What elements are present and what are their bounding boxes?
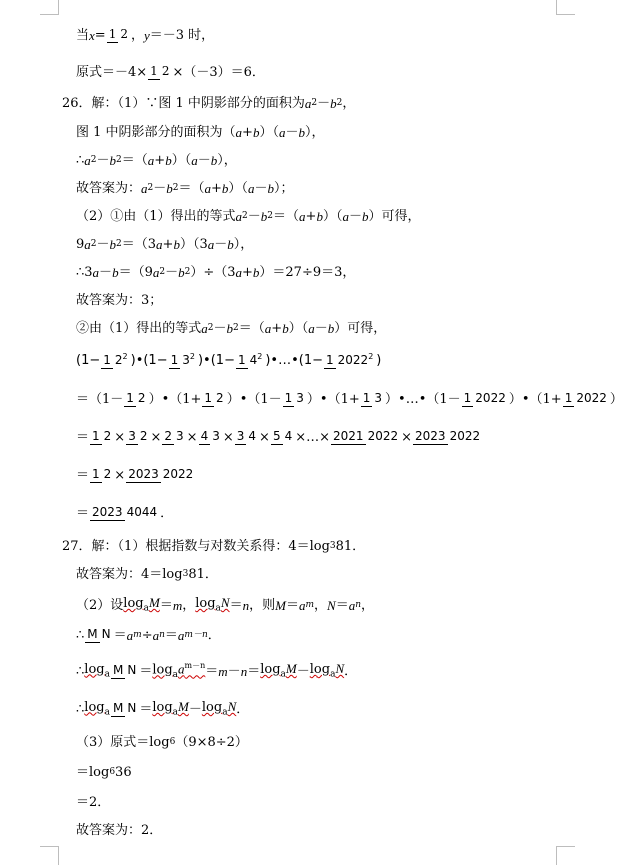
line-part3: （3）原式＝log 6 （9×8÷2） xyxy=(76,734,248,750)
text: ， xyxy=(130,27,144,43)
line-telescoping: ＝ 1 2 × 3 2 × 2 3 × 4 3 × 3 4 × 5 4 ×…× 2021 2022 × 2023 2022 xyxy=(76,429,481,445)
margin-corner-bottom-right xyxy=(556,846,575,865)
line-log-rule: ∴ $\log_a$ M N ＝ $\log_aM$ － $\log_aN$ ． xyxy=(76,699,250,718)
line-3a-b: ∴3 a － b ＝（9 a 2 － b 2 ）÷（3 a + b ）＝27÷9＝3， xyxy=(76,264,356,280)
line-answer-1: 故答案为： a 2 － b 2 ＝（ a + b ）（ a － b ）； xyxy=(76,180,294,196)
line-result: ＝ 2023 4044 ． xyxy=(76,505,174,521)
line-substitute-values xyxy=(76,20,214,50)
text: ＝－3 时， xyxy=(149,27,215,43)
line-log-quotient: ∴ $\log_a$ M N ＝ $\log_aa^{m-n}$ ＝ m － n ＝ $\log_aM$ － $\log_aN$ ． xyxy=(76,661,358,680)
line-factored-product: ＝（1－ 1 2 ）•（1+ 1 2 ）•（1－ 1 3 ）•（1+ 1 3 ）•…•（1－ 1 2022 ）•（1+ 1 2022 ） xyxy=(76,391,623,407)
fraction-one-half: 1 2 xyxy=(150,64,170,79)
line-answer-log: 故答案为：4＝log 3 81． xyxy=(76,566,218,582)
line-equals-two: ＝2． xyxy=(76,794,111,810)
text: 当 xyxy=(76,27,90,43)
var-x: x xyxy=(89,27,95,43)
text: = xyxy=(94,27,106,43)
line-simplified: ＝ 1 2 × 2023 2022 xyxy=(76,467,194,483)
text: ×（－3）＝6． xyxy=(172,64,265,80)
line-product-expression: (1− 1 $2^2$ )•(1− 1 $3^2$ )•(1− 1 $4^2$ )•…•(1− 1 2022$^2$ ) xyxy=(76,351,382,368)
line-quotient: ∴ M N ＝ a m ÷ a n ＝ a m－n ． xyxy=(76,627,221,643)
line-answer-2: 故答案为：2． xyxy=(76,822,163,838)
margin-corner-top-right xyxy=(556,0,575,15)
text: 26．解：（1）∵图 1 中阴影部分的面积为 xyxy=(62,95,305,111)
line-q26-heading: 26．解：（1）∵图 1 中阴影部分的面积为 a 2 － b 2 ， xyxy=(62,95,356,111)
line-9a2-b2: 9 a 2 － b 2 ＝（3 a + b ）（3 a － b ）， xyxy=(76,236,254,252)
margin-corner-top-left xyxy=(40,0,59,15)
line-area-product: 图 1 中阴影部分的面积为（ a + b ）（ a － b ）， xyxy=(76,124,325,140)
line-part2-set: （2）设 $\log_aM$ ＝ m ， $\log_aN$ ＝ n ，则 M ＝ a m ， N ＝ a n ， xyxy=(76,595,375,614)
margin-corner-bottom-left xyxy=(40,846,59,865)
line-identity: ∴ a 2 － b 2 ＝（ a + b ）（ a － b ）， xyxy=(76,152,237,168)
fraction-one-half: 1 2 xyxy=(108,27,128,42)
text: 原式＝－4× xyxy=(76,64,148,80)
line-log36: ＝log 6 36 xyxy=(76,764,132,780)
line-answer-3: 故答案为：3； xyxy=(76,292,163,308)
line-part2-2: ②由（1）得出的等式 a 2 － b 2 ＝（ a + b ）（ a － b ）可得， xyxy=(76,320,387,336)
line-q27-heading: 27．解：（1）根据指数与对数关系得：4＝log 3 81． xyxy=(62,538,366,554)
line-original-expression xyxy=(76,56,265,88)
line-part2-1: （2）①由（1）得出的等式 a 2 － b 2 ＝（ a + b ）（ a － b ）可得， xyxy=(76,208,421,224)
var-y: y xyxy=(144,27,150,43)
